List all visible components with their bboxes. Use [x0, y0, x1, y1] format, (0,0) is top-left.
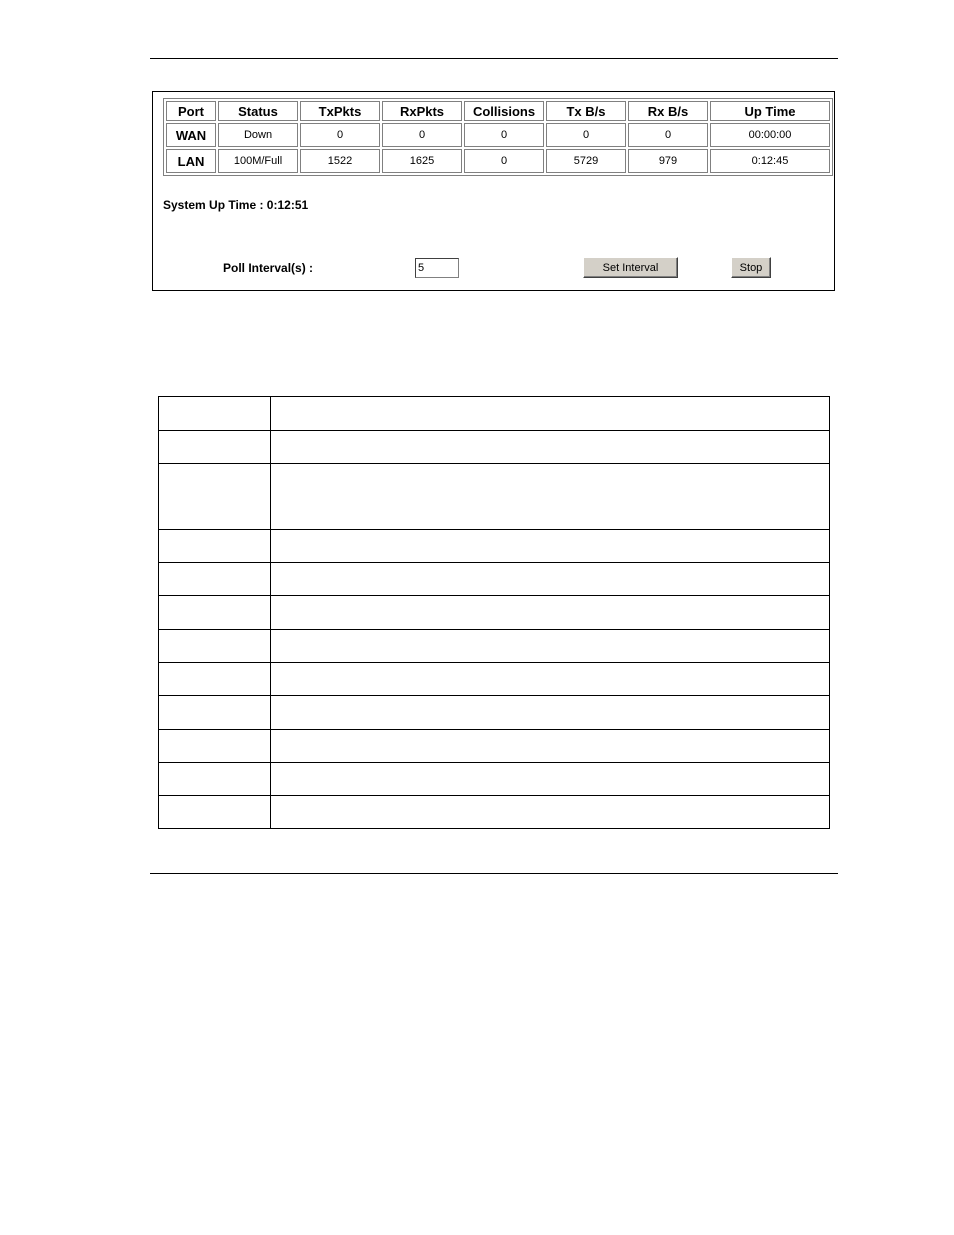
column-header-txpkts: TxPkts	[300, 101, 380, 121]
table-row	[159, 730, 830, 763]
column-header-rxpkts: RxPkts	[382, 101, 462, 121]
cell-up-time: 0:12:45	[710, 149, 830, 173]
table-row	[159, 464, 830, 530]
table-row	[159, 397, 830, 431]
table-row	[159, 663, 830, 696]
column-header-tx-bps: Tx B/s	[546, 101, 626, 121]
stop-button[interactable]: Stop	[731, 257, 771, 278]
cell-port: WAN	[166, 123, 216, 147]
table-row	[159, 563, 830, 596]
port-statistics-table	[163, 98, 833, 176]
cell-collisions: 0	[464, 123, 544, 147]
cell-tx-bps: 0	[546, 123, 626, 147]
header-rule	[150, 58, 838, 59]
cell-status: 100M/Full	[218, 149, 298, 173]
table-header-row	[166, 101, 830, 121]
table-row	[159, 431, 830, 464]
table-row	[159, 763, 830, 796]
cell-rx-bps: 979	[628, 149, 708, 173]
cell-rxpkts: 0	[382, 123, 462, 147]
cell-port: LAN	[166, 149, 216, 173]
table-row-lan	[166, 149, 830, 173]
system-up-time: System Up Time : 0:12:51	[163, 198, 309, 212]
field-description-table	[158, 396, 830, 829]
cell-up-time: 00:00:00	[710, 123, 830, 147]
table-row-wan	[166, 123, 830, 147]
system-statistics-panel	[152, 91, 835, 291]
poll-interval-label: Poll Interval(s) :	[223, 261, 314, 275]
column-header-rx-bps: Rx B/s	[628, 101, 708, 121]
cell-rxpkts: 1625	[382, 149, 462, 173]
poll-interval-input[interactable]	[415, 258, 459, 278]
table-row	[159, 530, 830, 563]
column-header-status: Status	[218, 101, 298, 121]
table-row	[159, 630, 830, 663]
cell-status: Down	[218, 123, 298, 147]
cell-tx-bps: 5729	[546, 149, 626, 173]
table-row	[159, 596, 830, 630]
column-header-collisions: Collisions	[464, 101, 544, 121]
cell-txpkts: 1522	[300, 149, 380, 173]
cell-rx-bps: 0	[628, 123, 708, 147]
cell-txpkts: 0	[300, 123, 380, 147]
set-interval-button[interactable]: Set Interval	[583, 257, 678, 278]
column-header-up-time: Up Time	[710, 101, 830, 121]
cell-collisions: 0	[464, 149, 544, 173]
table-row	[159, 796, 830, 829]
column-header-port: Port	[166, 101, 216, 121]
table-row	[159, 696, 830, 730]
footer-rule	[150, 873, 838, 874]
